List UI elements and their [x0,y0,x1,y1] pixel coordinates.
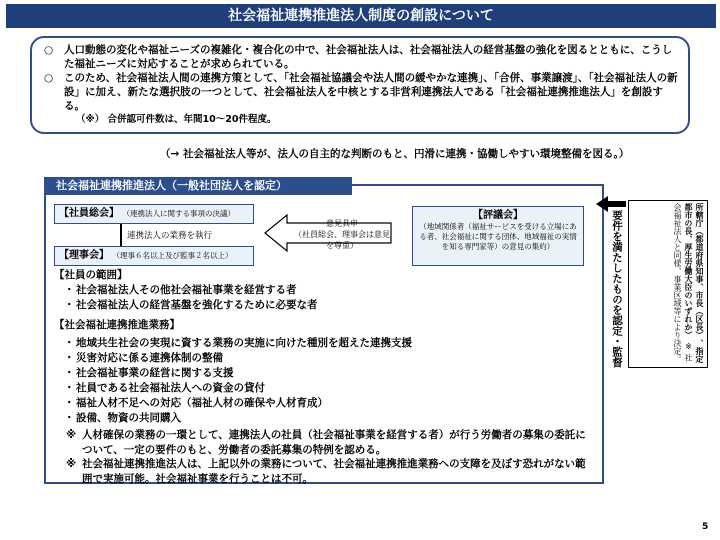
intro-point [44,71,678,113]
intro-note: （※） 合併認可件数は、年間10～20件程度。 [76,114,277,125]
list-item: ・ 災害対応に係る連携体制の整備 [64,352,223,364]
intro-box [30,36,690,134]
note-item: ※ 人材確保の業務の一環として、連携法人の社員（社会福祉事業を経営する者）が行う労働者の募集の委託について、一定の要件のもと、労働者の委託募集の特例を認める。 [66,429,586,456]
link-text: 連携法人の業務を執行 [127,231,213,241]
link-line [120,224,122,246]
board-label: 【理事会】 [59,250,109,261]
members-list [54,283,594,313]
bullet-dot: ・ [64,367,75,379]
council-text: （地域関係者（福祉サービスを受ける立場にある者、社会福祉に関する団体、地域福祉の実情を知る専門家等）の意見の集約） [419,222,577,251]
notes [66,428,596,486]
note-item: ※ 社会福祉連携推進法人は、上記以外の業務について、社会福祉連携推進業務への支障を及ぼす恐れがない範囲で実施可能。社会福祉事業を行うことは不可。 [66,458,586,485]
intro-point-text: このため、社会福祉法人間の連携方策として、「社会福祉協議会や法人間の緩やかな連携」、「合併、事業譲渡」、「社会福祉法人の新設」に加え、新たな選択肢の一つとして、社会福祉法人を中核とする非営利連携法人である「社会福祉連携推進法人」を創設する。 [64,72,678,112]
intro-point-text: 人口動態の変化や福祉ニーズの複雑化・複合化の中で、社会福祉法人は、社会福祉法人の経営基盤の強化を図るとともに、こうした福祉ニーズに対応することが求められている。 [64,44,673,70]
bullet-marker: ○ [44,44,54,56]
opinion-text [292,218,392,251]
intro-point [44,43,678,71]
members-heading: 【社員の範囲】 [54,269,128,281]
bullet-dot: ・ [64,382,75,394]
board-box [54,246,254,266]
main-tab-label: 社会福祉連携推進法人（一般社団法人を認定） [44,177,352,195]
general-meeting-label: 【社員総会】 [59,208,119,219]
competent-authority-box [628,200,708,368]
list-item: ・ 社会福祉法人その他社会福祉事業を経営する者 [64,284,297,296]
list-item: ・ 設備、物資の共同購入 [64,412,181,424]
list-item: ・ 社員である社会福祉法人への資金の貸付 [64,382,265,394]
board-note: （理事６名以上及び監事２名以上） [112,251,233,260]
bullet-dot: ・ [64,299,75,311]
business-heading: 【社会福祉連携推進業務】 [54,319,180,331]
requirement-text: 要件を満たしたものを認定・監督 [611,210,623,368]
competent-authority-text: 所轄庁（都道府県知事、市長（区長）、指定都市の長、厚生労働大臣のいずれか） [684,203,704,363]
competent-authority-note: ※ 社会福祉法人と同様、事業区域等により決定。 [673,203,693,363]
note-marker: ※ [66,429,77,441]
bullet-dot: ・ [64,284,75,296]
opinion-line1: 意見具申 [326,219,358,228]
list-item: ・ 社会福祉事業の経営に関する支援 [64,367,234,379]
page-number: 5 [702,522,709,532]
general-meeting-note: （連携法人に関する事項の決議） [122,209,235,218]
general-meeting-box [54,204,254,224]
bullet-dot: ・ [64,412,75,424]
bullet-dot: ・ [64,337,75,349]
council-box [412,206,584,266]
note-marker: ※ [66,458,77,470]
bullet-marker: ○ [44,72,54,84]
subtitle: （→ 社会福祉法人等が、法人の自主的な判断のもと、円滑に連携・協働しやすい環境整備を図る。） [160,148,630,160]
opinion-line2: （社員総会、理事会は意見を尊重） [294,230,390,250]
bullet-dot: ・ [64,397,75,409]
list-item: ・ 地域共生社会の実現に資する業務の実施に向けた種別を超えた連携支援 [64,337,412,349]
page-title: 社会福祉連携推進法人制度の創設について [6,4,716,28]
list-item: ・ 福祉人材不足への対応（福祉人材の確保や人材育成） [64,397,328,409]
business-list [54,336,594,426]
council-label: 【評議会】 [473,210,523,221]
bullet-dot: ・ [64,352,75,364]
list-item: ・ 社会福祉法人の経営基盤を強化するために必要な者 [64,299,318,311]
